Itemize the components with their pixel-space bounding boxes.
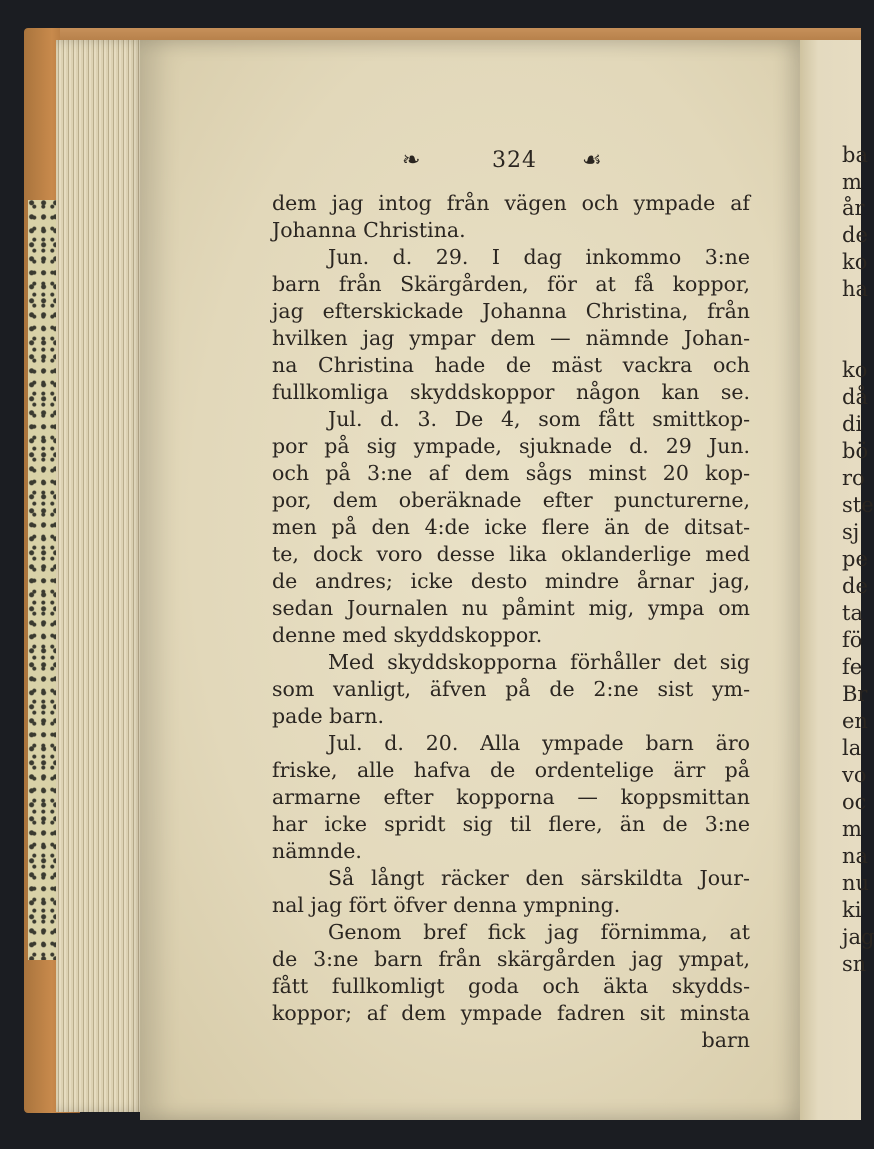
page-number: 324 [492,148,537,173]
text-line: de andres; icke desto mindre årnar jag, [272,569,750,593]
facing-text-fragment: di [842,412,863,436]
facing-text-fragment: Br [842,682,868,706]
text-line: Så långt räcker den särskildta Jour- [328,866,750,890]
facing-text-fragment: vo [842,763,867,787]
facing-text-fragment: ki [842,898,862,922]
facing-text-fragment: m [842,170,862,194]
page-stack-edges [56,40,148,1112]
text-line: Johanna Christina. [272,218,466,242]
facing-text-fragment: ko [842,358,868,382]
facing-text-fragment: fe [842,655,863,679]
facing-text-fragment: ta [842,601,863,625]
fleuron-left-icon: ❧ [402,148,421,173]
text-line: te, dock voro desse lika oklanderlige med [272,542,750,566]
text-line: pade barn. [272,704,384,728]
facing-text-fragment: då [842,385,868,409]
text-line: har icke spridt sig til flere, än de 3:ne [272,812,750,836]
text-line: Jun. d. 29. I dag inkommo 3:ne [328,245,750,269]
facing-text-fragment: sn [842,952,867,976]
facing-text-fragment: ro [842,466,865,490]
facing-text-fragment: sj [842,520,860,544]
text-line: och på 3:ne af dem sågs minst 20 kop- [272,461,750,485]
text-line: friske, alle hafva de ordentelige ärr på [272,758,750,782]
text-line: hvilken jag ympar dem — nämnde Johan- [272,326,750,350]
text-line: men på den 4:de icke flere än de ditsat- [272,515,750,539]
facing-text-fragment: ste [842,493,874,517]
text-line: sedan Journalen nu påmint mig, ympa om [272,596,750,620]
catchword: barn [701,1028,750,1052]
facing-text-fragment: m [842,817,862,841]
text-line: na Christina hade de mäst vackra och [272,353,750,377]
text-line: armarne efter kopporna — koppsmittan [272,785,750,809]
facing-text-fragment: en [842,709,868,733]
text-line: de 3:ne barn från skärgården jag ympat, [272,947,750,971]
facing-text-fragment: ko [842,250,868,274]
text-line: jag efterskickade Johanna Christina, från [272,299,750,323]
text-line: dem jag intog från vägen och ympade af [272,191,750,215]
text-line: Genom bref fick jag förnimma, at [328,920,750,944]
text-line: denne med skyddskoppor. [272,623,543,647]
facing-text-fragment: na [842,844,869,868]
facing-text-fragment: jag [842,925,874,949]
book-page [140,40,800,1120]
facing-page-fragment [800,40,874,1120]
facing-text-fragment: de [842,223,868,247]
fleuron-right-icon: ☙ [582,148,602,173]
text-line: por på sig ympade, sjuknade d. 29 Jun. [272,434,750,458]
facing-text-fragment: pe [842,547,868,571]
page-header [140,148,800,178]
facing-text-fragment: ha [842,277,869,301]
facing-text-fragment: oc [842,790,867,814]
facing-text-fragment: de [842,574,868,598]
text-line: koppor; af dem ympade fadren sit minsta [272,1001,750,1025]
facing-text-fragment: la [842,736,862,760]
text-line: fått fullkomligt goda och äkta skydds- [272,974,750,998]
text-line: som vanligt, äfven på de 2:ne sist ym- [272,677,750,701]
text-line: nämnde. [272,839,362,863]
facing-text-fragment: bö [842,439,869,463]
text-line: Med skyddskopporna förhåller det sig [328,650,750,674]
text-line: barn från Skärgården, för at få koppor, [272,272,750,296]
facing-text-fragment: fö [842,628,863,652]
facing-text-fragment: ba [842,143,868,167]
text-line: nal jag fört öfver denna ympning. [272,893,621,917]
text-line: Jul. d. 20. Alla ympade barn äro [328,731,750,755]
facing-text-fragment: år [842,196,865,220]
text-line: por, dem oberäknade efter puncturerne, [272,488,750,512]
text-line: Jul. d. 3. De 4, som fått smittkop- [328,407,750,431]
facing-text-fragment: nu [842,871,870,895]
text-line: fullkomliga skyddskoppor någon kan se. [272,380,750,404]
